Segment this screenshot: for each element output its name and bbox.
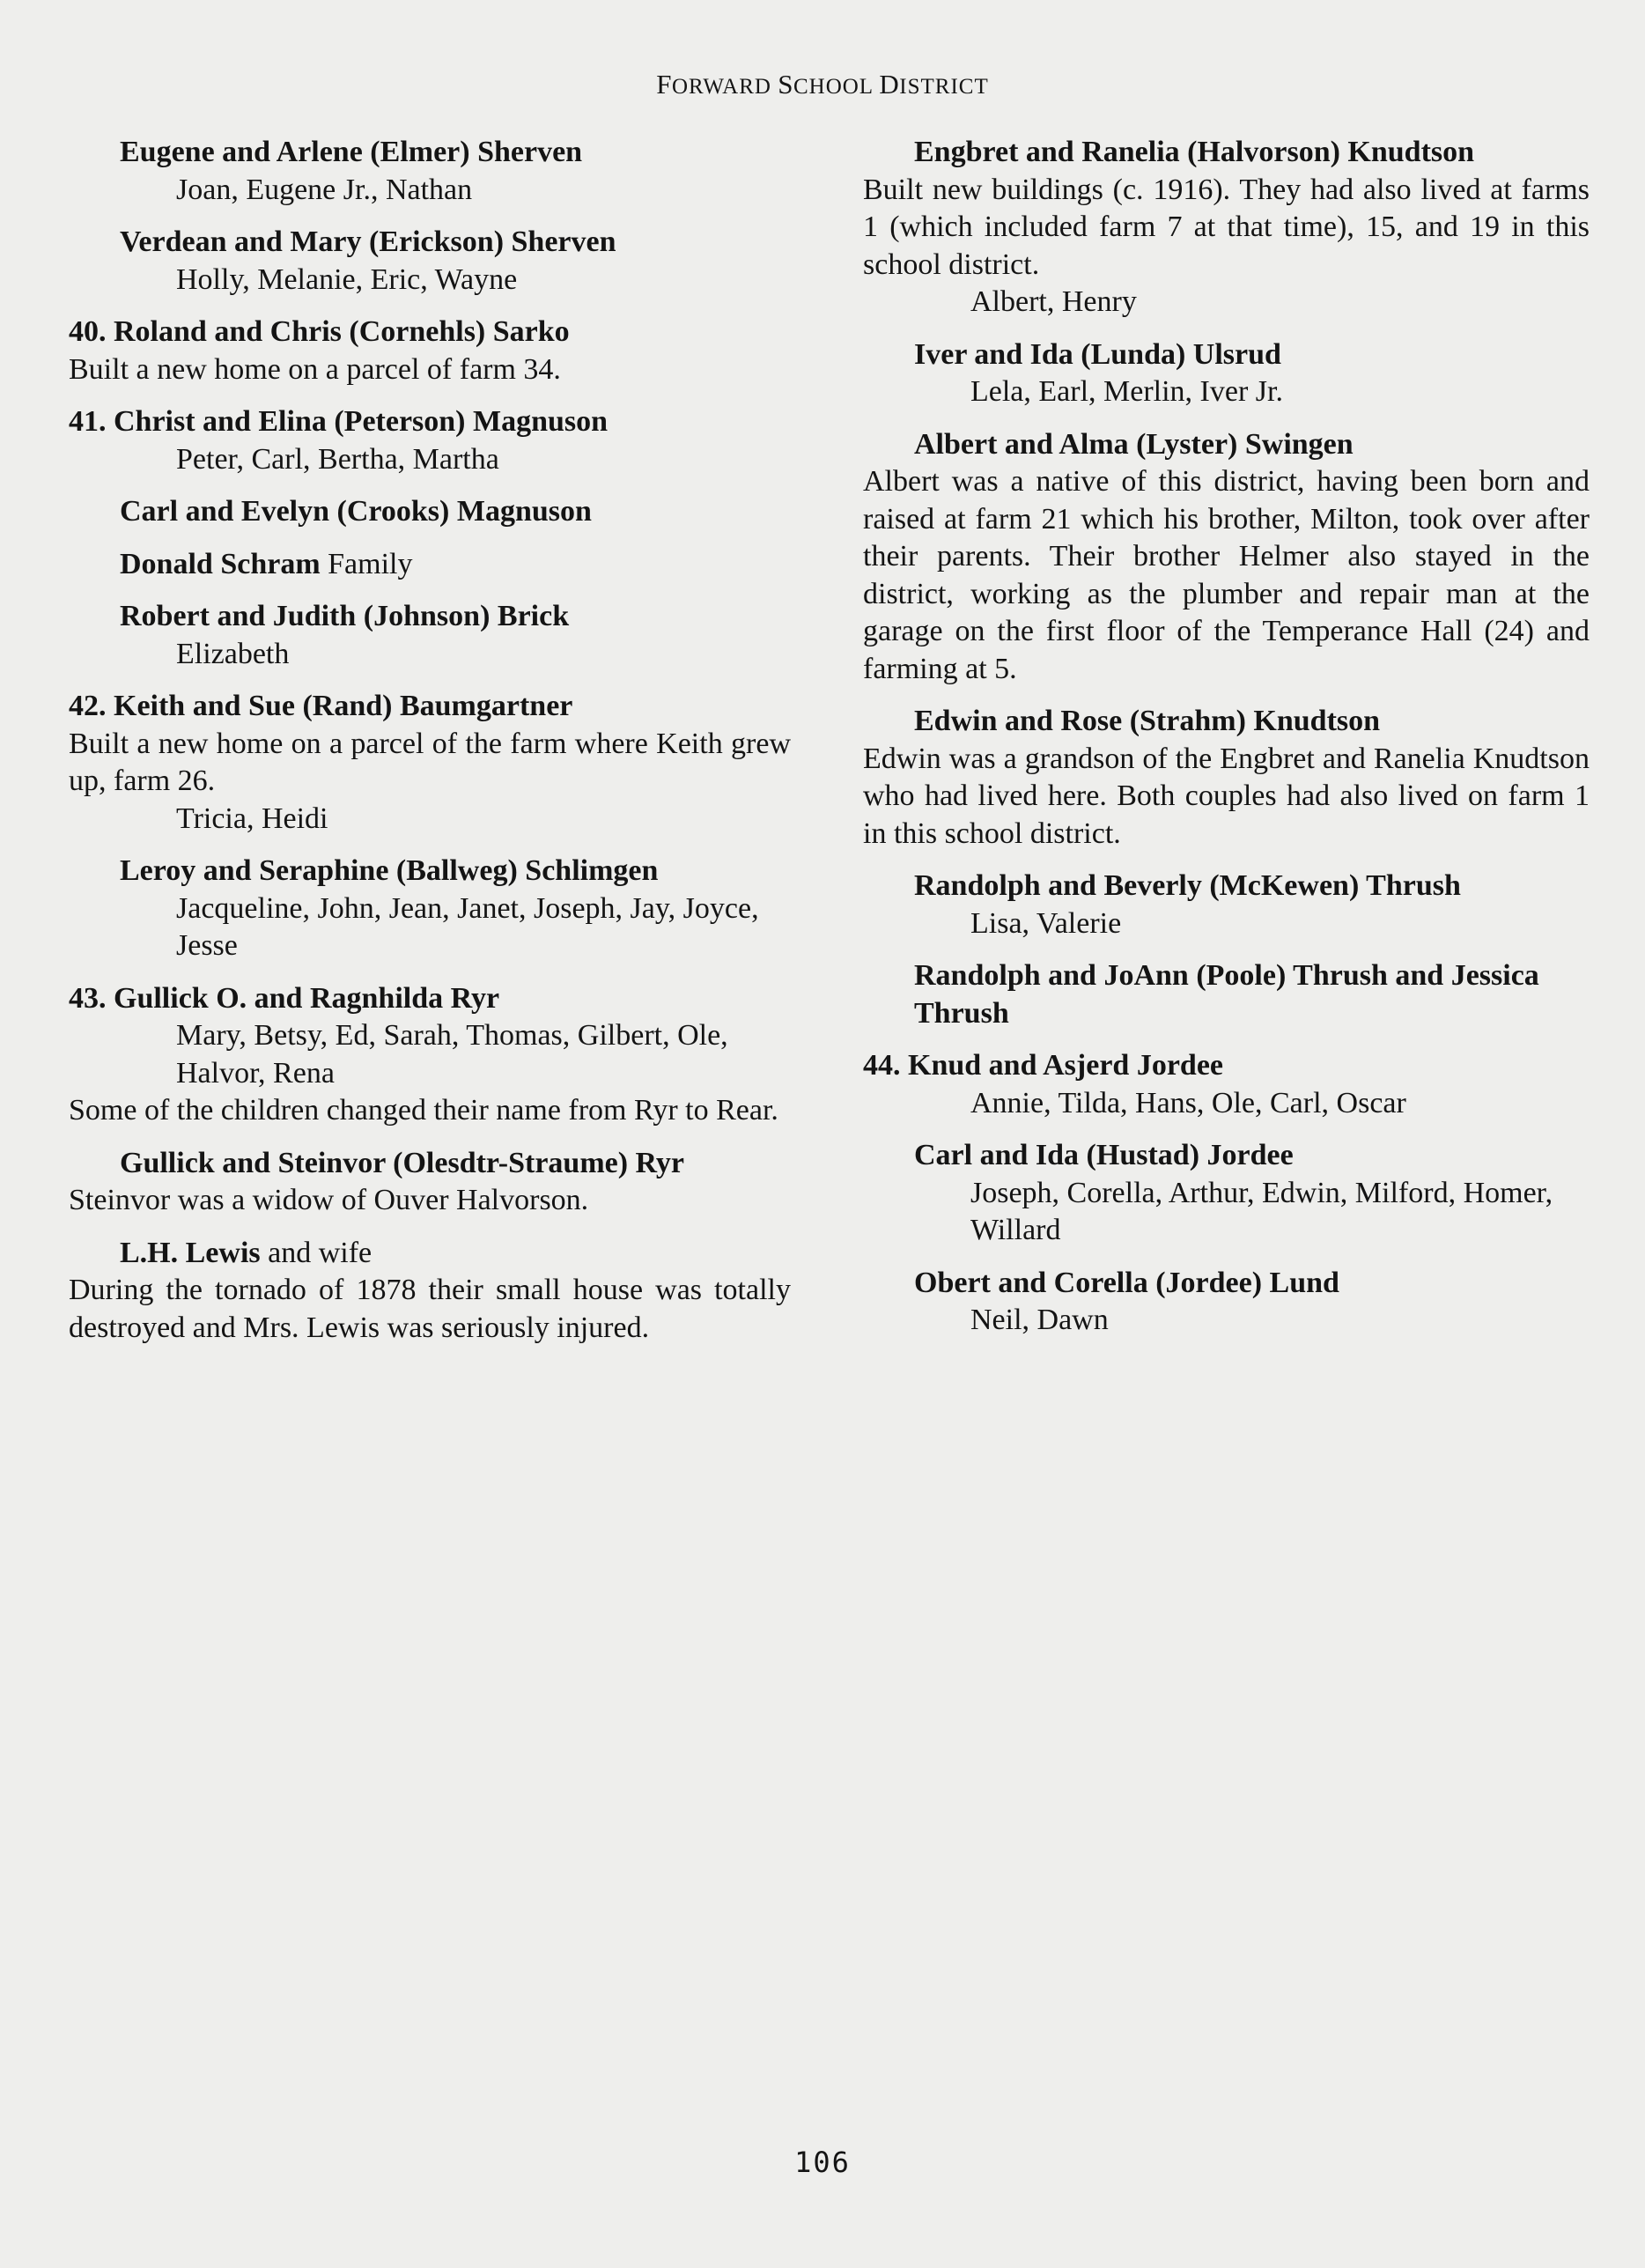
family-entry — [863, 134, 1590, 321]
entry-note: Built a new home on a parcel of farm 34. — [69, 352, 561, 386]
family-entry — [863, 336, 1590, 411]
family-heading: L.H. Lewis and wife — [120, 1236, 373, 1269]
family-heading: 40. Roland and Chris (Cornehls) Sarko — [69, 315, 570, 348]
family-heading: Carl and Ida (Hustad) Jordee — [914, 1139, 1294, 1171]
family-heading: Donald Schram Family — [120, 547, 413, 580]
children-list: Peter, Carl, Bertha, Martha — [176, 442, 499, 476]
farm-entry-43 — [69, 980, 791, 1130]
farm-entry-40 — [69, 314, 791, 388]
farm-entry-44 — [863, 1047, 1590, 1122]
family-entry — [863, 703, 1590, 853]
family-heading: Obert and Corella (Jordee) Lund — [914, 1266, 1339, 1299]
farm-entry-41 — [69, 403, 791, 478]
family-heading: 44. Knud and Asjerd Jordee — [863, 1049, 1223, 1082]
children-list: Lela, Earl, Merlin, Iver Jr. — [970, 375, 1283, 408]
family-entry — [69, 1235, 791, 1348]
family-heading: Leroy and Seraphine (Ballweg) Schlimgen — [120, 854, 659, 887]
family-entry — [863, 426, 1590, 689]
children-list: Tricia, Heidi — [176, 802, 328, 835]
family-heading: Carl and Evelyn (Crooks) Magnuson — [120, 495, 592, 528]
family-entry — [69, 224, 791, 299]
family-heading: Randolph and Beverly (McKewen) Thrush — [914, 869, 1461, 902]
entry-note: Built a new home on a parcel of the farm where Keith grew up, farm 26. — [69, 727, 791, 797]
entry-note: Steinvor was a widow of Ouver Halvorson. — [69, 1184, 589, 1216]
family-heading: Iver and Ida (Lunda) Ulsrud — [914, 337, 1281, 371]
family-entry — [863, 1137, 1590, 1250]
family-heading: Randolph and JoAnn (Poole) Thrush and Jessica Thrush — [914, 959, 1539, 1030]
family-heading: Albert and Alma (Lyster) Swingen — [914, 427, 1354, 461]
entry-note: During the tornado of 1878 their small house was totally destroyed and Mrs. Lewis was seriously injured. — [69, 1274, 791, 1344]
children-list: Neil, Dawn — [970, 1304, 1109, 1336]
family-entry — [69, 598, 791, 673]
family-entry — [863, 957, 1590, 1032]
children-list: Albert, Henry — [970, 285, 1137, 318]
children-list: Elizabeth — [176, 637, 290, 670]
family-entry — [69, 853, 791, 965]
entry-note: Edwin was a grandson of the Engbret and Ranelia Knudtson who had lived here. Both couples had also lived on farm 1 in this school district. — [863, 742, 1590, 850]
page-number: 106 — [794, 2146, 851, 2179]
entry-note: Built new buildings (c. 1916). They had also lived at farms 1 (which included farm 7 at that time), 15, and 19 in this school district. — [863, 173, 1590, 281]
family-heading: Engbret and Ranelia (Halvorson) Knudtson — [914, 136, 1475, 168]
family-entry — [69, 1145, 791, 1220]
family-heading: 41. Christ and Elina (Peterson) Magnuson — [69, 405, 609, 438]
family-entry — [863, 1265, 1590, 1340]
children-list: Holly, Melanie, Eric, Wayne — [176, 262, 518, 296]
children-list: Jacqueline, John, Jean, Janet, Joseph, Jay, Joyce, Jesse — [176, 891, 759, 962]
family-heading: 42. Keith and Sue (Rand) Baumgartner — [69, 690, 573, 722]
page-header: FORWARD SCHOOL DISTRICT — [656, 69, 989, 100]
family-entry — [69, 546, 791, 584]
children-list: Lisa, Valerie — [970, 906, 1122, 940]
children-list: Mary, Betsy, Ed, Sarah, Thomas, Gilbert, Ole, Halvor, Rena — [176, 1019, 728, 1090]
children-list: Joseph, Corella, Arthur, Edwin, Milford, Homer, Willard — [970, 1176, 1553, 1246]
family-heading: Robert and Judith (Johnson) Brick — [120, 600, 570, 632]
entry-note: Albert was a native of this district, having been born and raised at farm 21 which his brother, Milton, took over after their parents. Their brother Helmer also stayed in the district, working as the plumber and repair man at the garage on the first floor of the Temperance Hall (24) and farming at 5. — [863, 465, 1590, 685]
entry-note: Some of the children changed their name from Ryr to Rear. — [69, 1094, 778, 1127]
children-list: Annie, Tilda, Hans, Ole, Carl, Oscar — [970, 1086, 1406, 1119]
children-list: Joan, Eugene Jr., Nathan — [176, 173, 473, 206]
family-heading: 43. Gullick O. and Ragnhilda Ryr — [69, 981, 500, 1015]
right-column — [863, 134, 1590, 1355]
family-heading: Edwin and Rose (Strahm) Knudtson — [914, 705, 1381, 737]
family-heading: Verdean and Mary (Erickson) Sherven — [120, 225, 616, 258]
family-heading: Eugene and Arlene (Elmer) Sherven — [120, 136, 583, 168]
family-entry — [863, 868, 1590, 942]
left-column — [69, 134, 791, 1362]
family-entry — [69, 493, 791, 531]
farm-entry-42 — [69, 688, 791, 838]
family-entry — [69, 134, 791, 209]
family-heading: Gullick and Steinvor (Olesdtr-Straume) Ryr — [120, 1146, 685, 1179]
